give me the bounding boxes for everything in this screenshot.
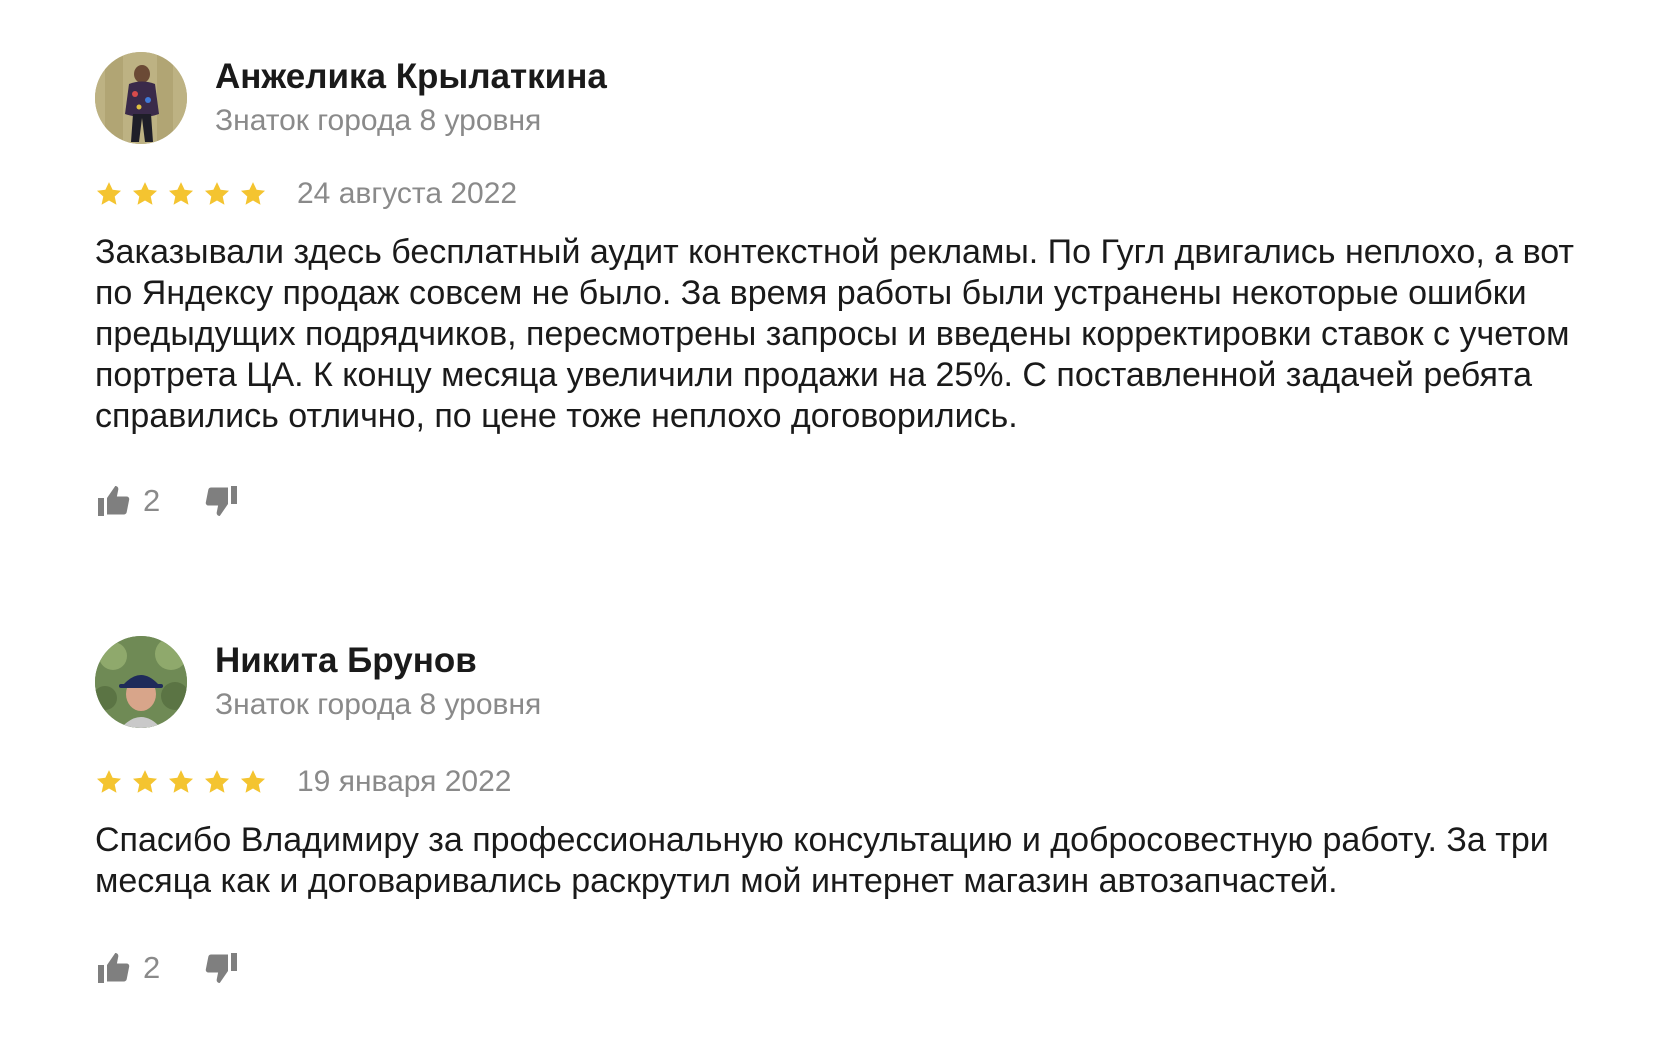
star-icon xyxy=(95,180,123,208)
star-rating xyxy=(95,180,275,208)
thumbs-up-icon xyxy=(95,483,131,519)
star-icon xyxy=(95,768,123,796)
author-info xyxy=(215,639,541,725)
review-header xyxy=(95,52,1575,144)
thumbs-down-icon xyxy=(204,483,240,519)
dislike-button[interactable] xyxy=(204,483,240,519)
thumbs-up-icon xyxy=(95,950,131,986)
like-button[interactable] xyxy=(95,950,160,986)
reactions xyxy=(95,481,1575,521)
avatar-photo xyxy=(95,636,187,728)
star-icon xyxy=(167,180,195,208)
star-icon xyxy=(131,180,159,208)
like-button[interactable] xyxy=(95,483,160,519)
star-icon xyxy=(203,768,231,796)
author-level: Знаток города 8 уровня xyxy=(215,104,542,137)
avatar[interactable] xyxy=(95,52,187,144)
avatar[interactable] xyxy=(95,636,187,728)
star-icon xyxy=(203,180,231,208)
rating-row xyxy=(95,174,1575,214)
reactions xyxy=(95,948,1575,988)
review-text: Заказывали здесь бесплатный аудит контекстной рекламы. По Гугл двигались неплохо, а вот по Яндексу продаж совсем не было. За время работы были устранены некоторые ошибки предыдущих подрядчиков, пересмотрены запросы и введены корректировки ставок с учетом портрета ЦА. К концу месяца увеличили продажи на 25%. С поставленной задачей ребята справились отлично, по цене тоже неплохо договорились. xyxy=(95,233,1574,435)
like-count: 2 xyxy=(143,950,161,985)
review-card xyxy=(95,636,1575,988)
thumbs-down-icon xyxy=(204,950,240,986)
star-icon xyxy=(239,768,267,796)
author-level: Знаток города 8 уровня xyxy=(215,688,542,721)
review-date: 19 января 2022 xyxy=(297,765,512,798)
rating-row xyxy=(95,762,1575,802)
review-date: 24 августа 2022 xyxy=(297,177,518,210)
star-rating xyxy=(95,768,275,796)
review-header xyxy=(95,636,1575,728)
avatar-photo xyxy=(95,52,187,144)
review-text: Спасибо Владимиру за профессиональную консультацию и добросовестную работу. За три месяца как и договаривались раскрутил мой интернет магазин автозапчастей. xyxy=(95,821,1549,900)
author-name[interactable]: Анжелика Крылаткина xyxy=(215,57,607,96)
review-card xyxy=(95,52,1575,521)
star-icon xyxy=(131,768,159,796)
dislike-button[interactable] xyxy=(204,950,240,986)
star-icon xyxy=(167,768,195,796)
star-icon xyxy=(239,180,267,208)
like-count: 2 xyxy=(143,483,161,518)
author-name[interactable]: Никита Брунов xyxy=(215,641,477,680)
author-info xyxy=(215,55,607,141)
